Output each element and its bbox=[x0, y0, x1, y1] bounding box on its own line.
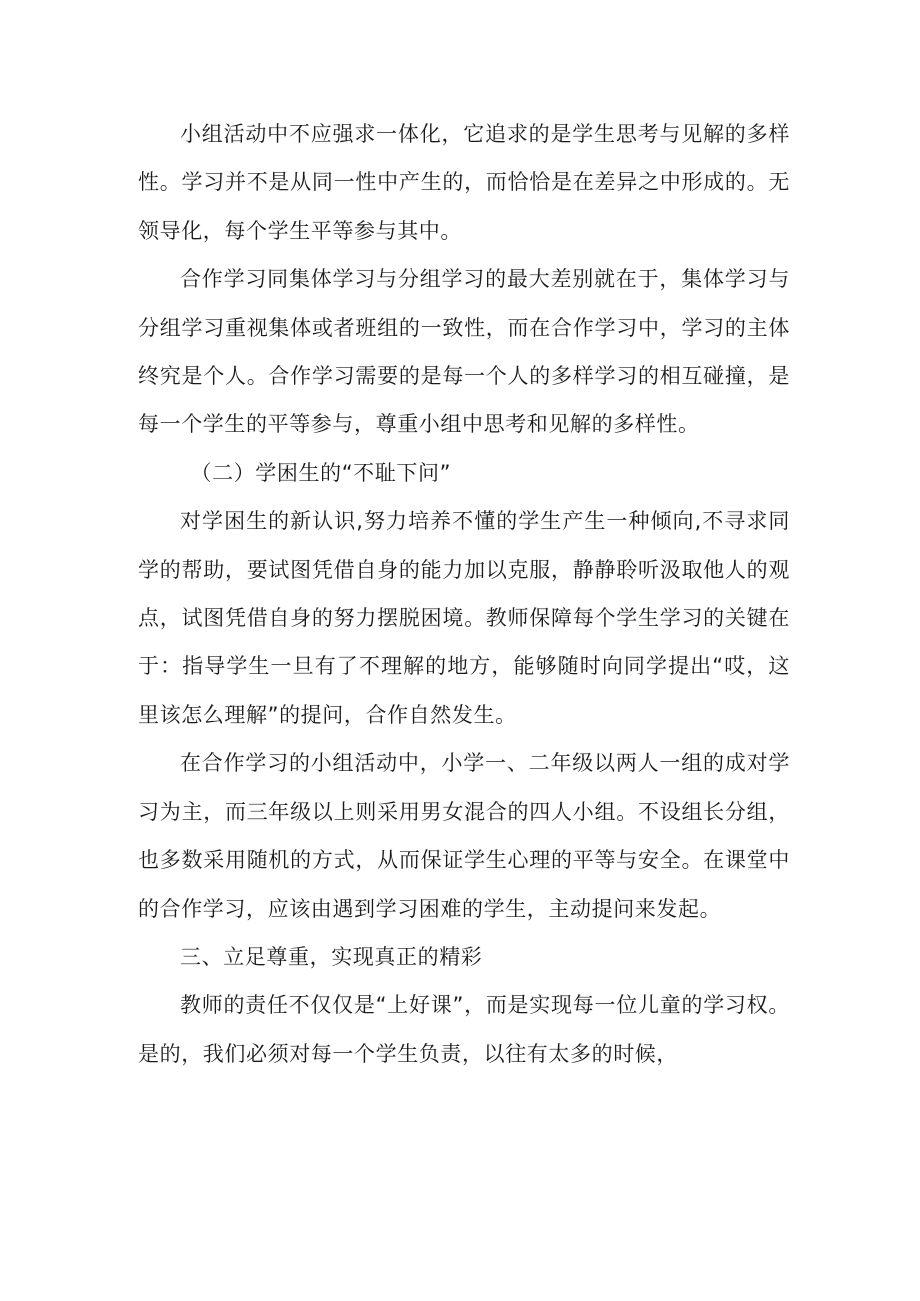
paragraph-cooperative-vs-group: 合作学习同集体学习与分组学习的最大差别就在于，集体学习与分组学习重视集体或者班组的一致性，而在合作学习中，学习的主体终究是个人。合作学习需要的是每一个人的多样学习的相互碰撞，是每一个学生的平等参与，尊重小组中思考和见解的多样性。 bbox=[138, 267, 790, 437]
paragraph-teacher-responsibility: 教师的责任不仅仅是“上好课”，而是实现每一位儿童的学习权。是的，我们必须对每一个学生负责，以往有太多的时候， bbox=[138, 993, 790, 1066]
paragraph-struggling-students: 对学困生的新认识,努力培养不懂的学生产生一种倾向,不寻求同学的帮助，要试图凭借自身的能力加以克服，静静聆听汲取他人的观点，试图凭借自身的努力摆脱困境。教师保障每个学生学习的关键在于：指导学生一旦有了不理解的地方，能够随时向同学提出“哎，这里该怎么理解”的提问，合作自然发生。 bbox=[138, 509, 790, 727]
section-subheading-2: （二）学困生的“不耻下问” bbox=[190, 460, 452, 485]
paragraph-group-diversity: 小组活动中不应强求一体化，它追求的是学生思考与见解的多样性。学习并不是从同一性中产生的，而恰恰是在差异之中形成的。无领导化，每个学生平等参与其中。 bbox=[138, 122, 790, 243]
paragraph-group-formation: 在合作学习的小组活动中，小学一、二年级以两人一组的成对学习为主，而三年级以上则采用男女混合的四人小组。不设组长分组，也多数采用随机的方式，从而保证学生心理的平等与安全。在课堂中的合作学习，应该由遇到学习困难的学生，主动提问来发起。 bbox=[138, 751, 790, 921]
section-heading-3: 三、立足尊重，实现真正的精彩 bbox=[180, 944, 483, 969]
document-body bbox=[138, 110, 790, 1078]
